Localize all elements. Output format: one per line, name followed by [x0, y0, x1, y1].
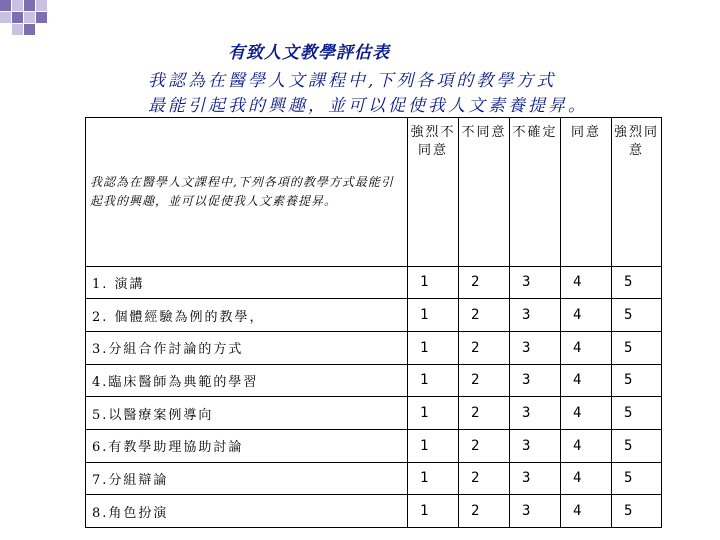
score-cell[interactable]: 4 [561, 462, 612, 495]
score-cell[interactable]: 5 [612, 299, 662, 332]
score-cell[interactable]: 4 [561, 397, 612, 430]
table-row [86, 429, 662, 462]
subtitle-line-2: 最能引起我的興趣，並可以促使我人文素養提昇。 [148, 96, 588, 116]
score-cell[interactable]: 4 [561, 331, 612, 364]
score-cell[interactable]: 4 [561, 364, 612, 397]
score-cell[interactable]: 2 [459, 462, 510, 495]
score-cell[interactable]: 2 [459, 331, 510, 364]
score-cell[interactable]: 1 [408, 364, 459, 397]
score-cell[interactable]: 2 [459, 364, 510, 397]
score-cell[interactable]: 5 [612, 331, 662, 364]
table-row [86, 266, 662, 299]
score-cell[interactable]: 4 [561, 429, 612, 462]
score-cell[interactable]: 5 [612, 462, 662, 495]
score-cell[interactable]: 3 [510, 266, 561, 299]
score-cell[interactable]: 3 [510, 331, 561, 364]
option-header: 強烈不同意 [408, 118, 459, 267]
score-cell[interactable]: 1 [408, 397, 459, 430]
item-label: 3.分組合作討論的方式 [86, 331, 408, 364]
score-cell[interactable]: 1 [408, 266, 459, 299]
score-cell[interactable]: 4 [561, 299, 612, 332]
score-cell[interactable]: 3 [510, 364, 561, 397]
score-cell[interactable]: 2 [459, 429, 510, 462]
score-cell[interactable]: 4 [561, 266, 612, 299]
score-cell[interactable]: 3 [510, 495, 561, 528]
score-cell[interactable]: 1 [408, 462, 459, 495]
score-cell[interactable]: 5 [612, 364, 662, 397]
table-row [86, 299, 662, 332]
score-cell[interactable]: 2 [459, 299, 510, 332]
item-label: 2. 個體經驗為例的教學， [86, 299, 408, 332]
subtitle-line-1: 我認為在醫學人文課程中,下列各項的教學方式 [148, 71, 557, 91]
score-cell[interactable]: 1 [408, 429, 459, 462]
item-label: 4.臨床醫師為典範的學習 [86, 364, 408, 397]
score-cell[interactable]: 4 [561, 495, 612, 528]
option-header: 同意 [561, 118, 612, 267]
page-title: 有致人文教學評估表 [228, 43, 390, 63]
score-cell[interactable]: 5 [612, 495, 662, 528]
score-cell[interactable]: 1 [408, 331, 459, 364]
item-label: 7.分組辯論 [86, 462, 408, 495]
table-row [86, 331, 662, 364]
score-cell[interactable]: 3 [510, 397, 561, 430]
score-cell[interactable]: 5 [612, 397, 662, 430]
score-cell[interactable]: 3 [510, 462, 561, 495]
item-label: 5.以醫療案例導向 [86, 397, 408, 430]
score-cell[interactable]: 2 [459, 266, 510, 299]
table-row [86, 495, 662, 528]
score-cell[interactable]: 2 [459, 495, 510, 528]
table-row [86, 364, 662, 397]
score-cell[interactable]: 3 [510, 299, 561, 332]
score-cell[interactable]: 1 [408, 495, 459, 528]
option-header: 不確定 [510, 118, 561, 267]
option-header: 不同意 [459, 118, 510, 267]
score-cell[interactable]: 3 [510, 429, 561, 462]
score-cell[interactable]: 5 [612, 266, 662, 299]
option-header: 強烈同意 [612, 118, 662, 267]
item-label: 1. 演講 [86, 266, 408, 299]
item-label: 8.角色扮演 [86, 495, 408, 528]
score-cell[interactable]: 2 [459, 397, 510, 430]
header-row [86, 118, 662, 267]
survey-table [85, 117, 662, 528]
question-header: 我認為在醫學人文課程中,下列各項的教學方式最能引起我的興趣，並可以促使我人文素養提昇。 [86, 118, 408, 267]
table-row [86, 462, 662, 495]
score-cell[interactable]: 5 [612, 429, 662, 462]
corner-decoration [0, 0, 56, 40]
score-cell[interactable]: 1 [408, 299, 459, 332]
item-label: 6.有教學助理協助討論 [86, 429, 408, 462]
table-row [86, 397, 662, 430]
